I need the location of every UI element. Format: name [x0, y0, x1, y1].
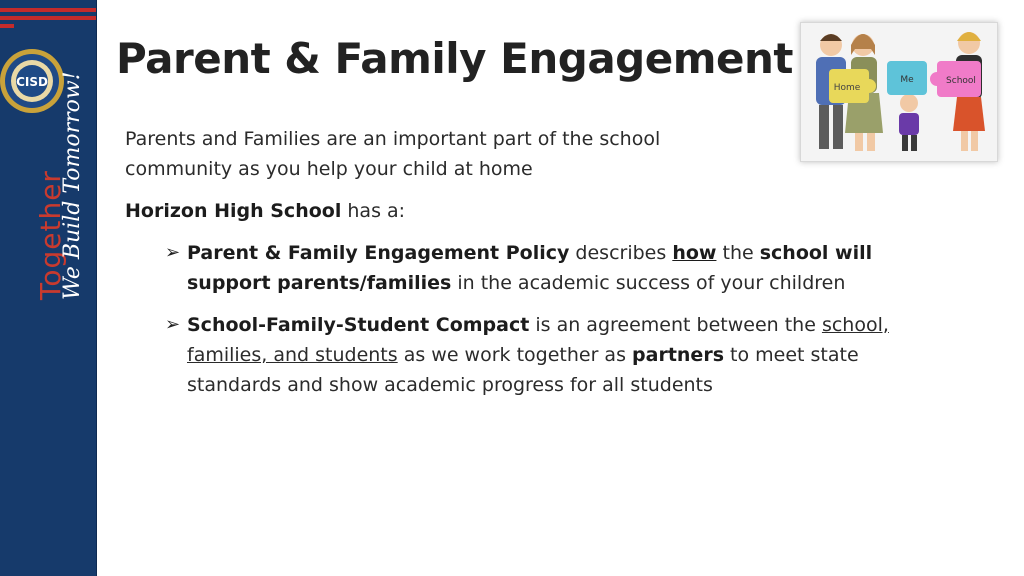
bullet-lead: School-Family-Student Compact — [187, 314, 530, 336]
school-line — [125, 196, 905, 226]
bullet-text: in the academic success of your children — [451, 272, 846, 294]
puzzle-label-home: Home — [833, 83, 861, 93]
stripe — [0, 8, 96, 12]
page-title: Parent & Family Engagement — [116, 34, 793, 83]
puzzle-label-me: Me — [900, 75, 914, 85]
bullet-policy — [165, 238, 903, 298]
slogan-motto: We Build Tomorrow! — [60, 71, 85, 300]
bullet-text: as we work together as — [397, 344, 633, 366]
bullet-text: is an agreement between the — [529, 314, 822, 336]
school-name: Horizon High School — [125, 200, 342, 222]
stripe — [0, 16, 96, 20]
intro-paragraph: Parents and Families are an important part of the school community as you help your child at home — [125, 128, 661, 180]
slogan-together: Together — [34, 170, 67, 300]
bullet-text: describes — [569, 242, 673, 264]
sidebar — [0, 0, 97, 576]
sidebar-slogan — [30, 40, 90, 300]
school-line-rest: has a: — [341, 200, 406, 222]
arrow-bullet-icon: ➢ — [165, 242, 181, 263]
header-stripes — [0, 0, 96, 28]
slide-body — [125, 124, 905, 412]
bullet-text: to meet state standards and show academic progress for all students — [187, 344, 859, 396]
bullet-compact — [165, 310, 903, 400]
bullet-lead: Parent & Family Engagement Policy — [187, 242, 570, 264]
bullet-emphasis: school will support parents/families — [187, 242, 873, 294]
puzzle-piece-me — [880, 61, 927, 95]
seal-center-text: CISD — [16, 75, 48, 89]
arrow-bullet-icon: ➢ — [165, 314, 181, 335]
stripe — [0, 24, 14, 28]
bullet-text: the — [716, 242, 760, 264]
puzzle-label-school: School — [946, 76, 976, 86]
bullet-emphasis-partners: partners — [632, 344, 724, 366]
bullet-emphasis-how: how — [672, 242, 717, 264]
puzzle-piece-school — [930, 61, 981, 97]
puzzle-piece-home — [829, 69, 876, 103]
bullet-underlined: school, families, and students — [187, 314, 889, 366]
